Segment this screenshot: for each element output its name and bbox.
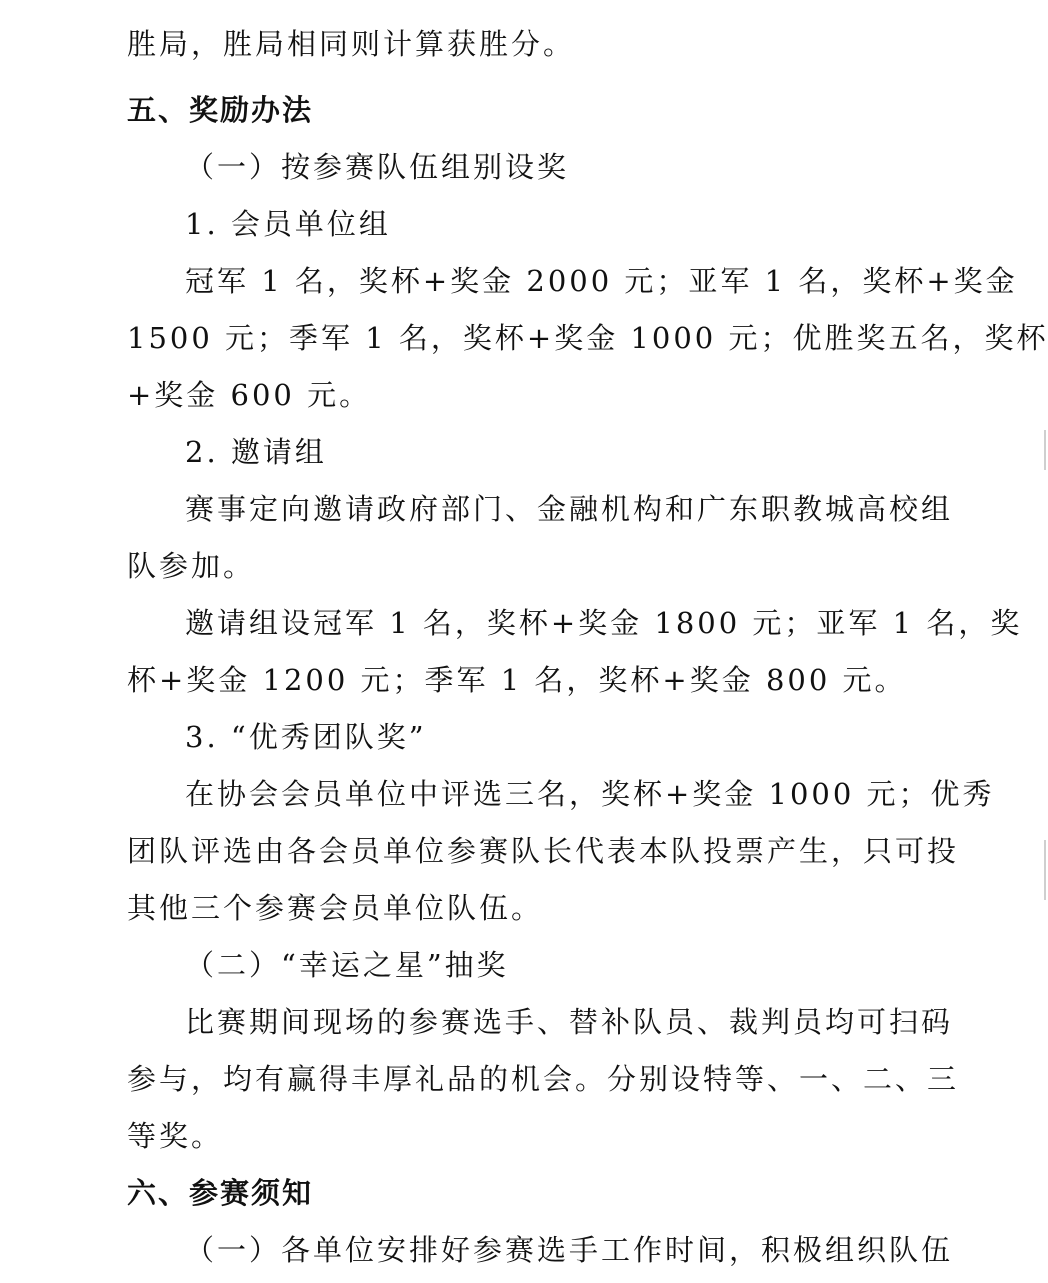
paragraph-line: 参与，均有赢得丰厚礼品的机会。分别设特等、一、二、三 bbox=[127, 1062, 960, 1096]
paragraph-line: 等奖。 bbox=[127, 1119, 224, 1153]
item-heading-member-group: 1. 会员单位组 bbox=[185, 207, 391, 241]
subsection-heading-lucky-star-draw: （二）“幸运之星”抽奖 bbox=[185, 948, 509, 982]
item-heading-excellent-team-award: 3. “优秀团队奖” bbox=[185, 720, 427, 754]
paragraph-line: 比赛期间现场的参赛选手、替补队员、裁判员均可扫码 bbox=[185, 1005, 954, 1039]
item-heading-invitation-group: 2. 邀请组 bbox=[185, 435, 327, 469]
paragraph-line: 冠军 1 名，奖杯+奖金 2000 元；亚军 1 名，奖杯+奖金 bbox=[185, 264, 1018, 298]
scan-edge-mark bbox=[1044, 840, 1046, 900]
paragraph-line: 赛事定向邀请政府部门、金融机构和广东职教城高校组 bbox=[185, 492, 954, 526]
paragraph-line: 其他三个参赛会员单位队伍。 bbox=[127, 891, 544, 925]
paragraph-line: +奖金 600 元。 bbox=[127, 378, 372, 412]
paragraph-line: （一）各单位安排好参赛选手工作时间，积极组织队伍 bbox=[185, 1233, 954, 1267]
paragraph-line: 邀请组设冠军 1 名，奖杯+奖金 1800 元；亚军 1 名，奖 bbox=[185, 606, 1023, 640]
subsection-heading-group-awards: （一）按参赛队伍组别设奖 bbox=[185, 150, 570, 184]
section-heading-rewards: 五、奖励办法 bbox=[127, 93, 314, 127]
paragraph-line: 在协会会员单位中评选三名，奖杯+奖金 1000 元；优秀 bbox=[185, 777, 995, 811]
paragraph-line: 队参加。 bbox=[127, 549, 256, 583]
paragraph-line: 1500 元；季军 1 名，奖杯+奖金 1000 元；优胜奖五名，奖杯 bbox=[127, 321, 1048, 355]
paragraph-line: 杯+奖金 1200 元；季军 1 名，奖杯+奖金 800 元。 bbox=[127, 663, 907, 697]
section-heading-participation-notes: 六、参赛须知 bbox=[127, 1176, 314, 1210]
paragraph-line: 胜局，胜局相同则计算获胜分。 bbox=[127, 27, 576, 61]
paragraph-line: 团队评选由各会员单位参赛队长代表本队投票产生，只可投 bbox=[127, 834, 960, 868]
scan-edge-mark bbox=[1044, 430, 1046, 470]
